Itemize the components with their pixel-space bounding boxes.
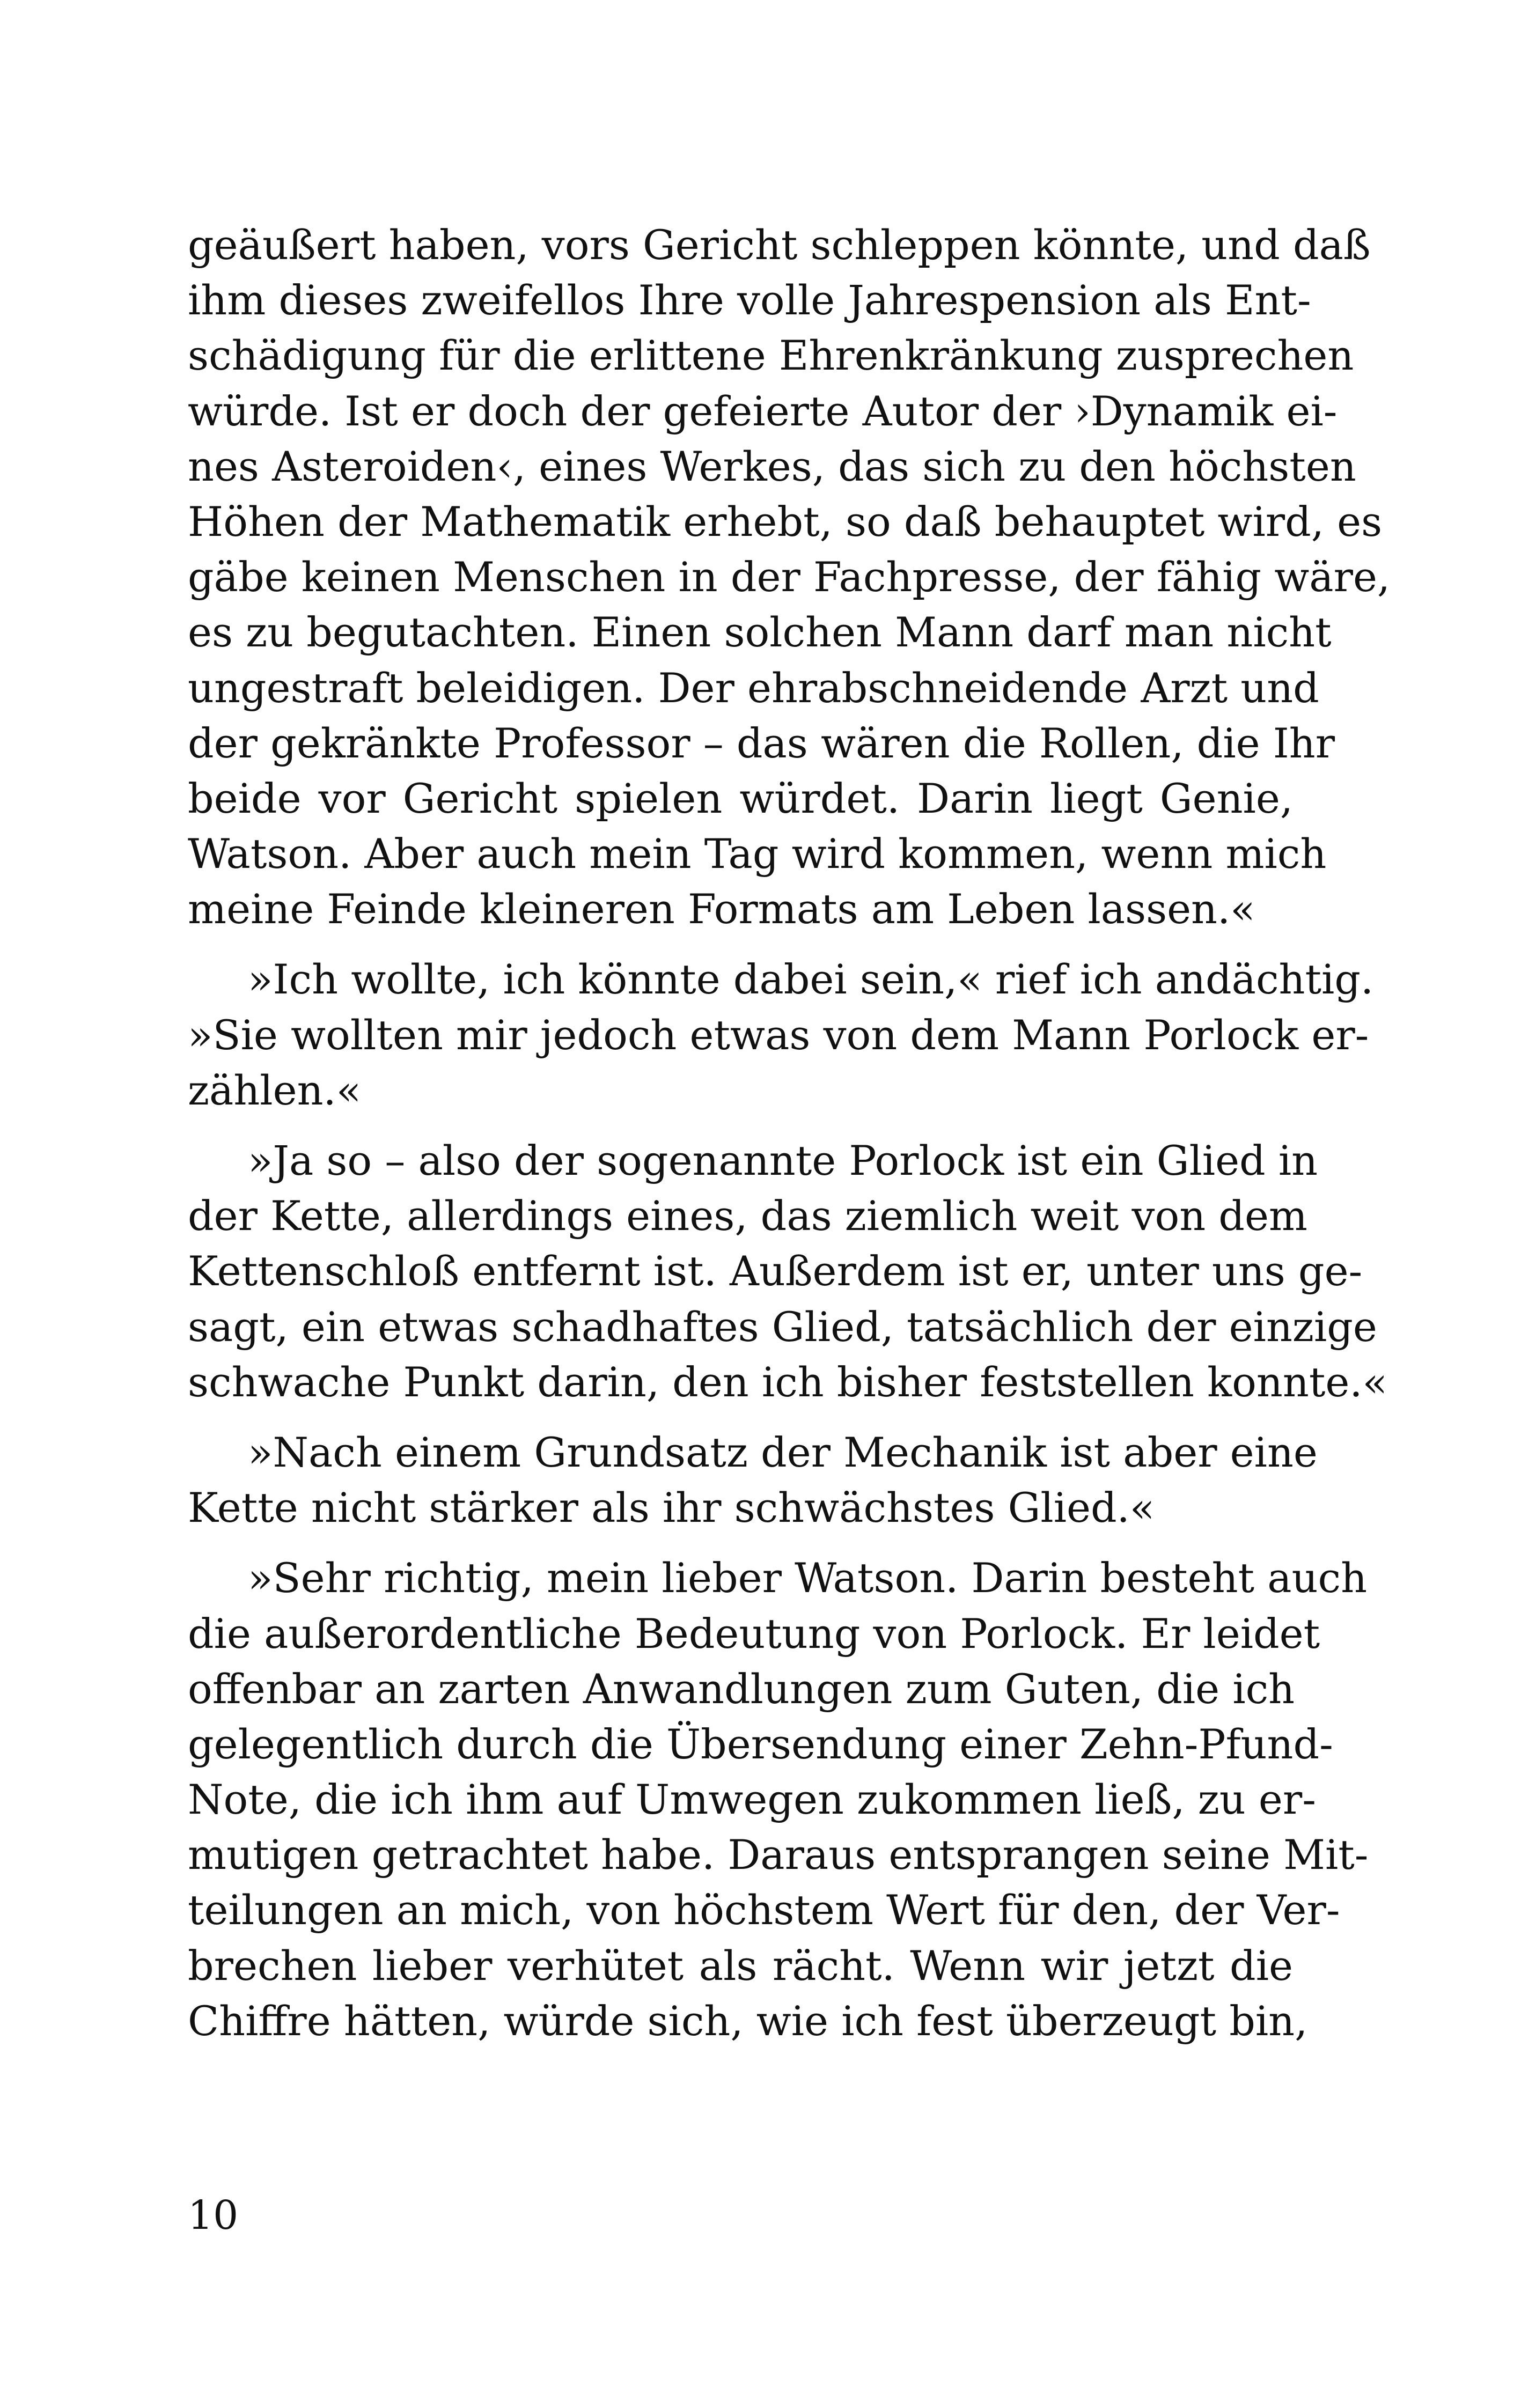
text-line: geäußert haben, vors Gericht schleppen könnte, und daß	[188, 221, 1371, 269]
text-line: teilungen an mich, von höchstem Wert für den, der Ver-	[188, 1886, 1340, 1934]
text-line: der gekränkte Professor – das wären die Rollen, die Ihr	[188, 719, 1335, 767]
text-line: »Sie wollten mir jedoch etwas von dem Mann Porlock er-	[188, 1011, 1369, 1059]
text-line: ihm dieses zweifellos Ihre volle Jahrespension als Ent-	[188, 276, 1311, 325]
text-line: der Kette, allerdings eines, das ziemlich weit von dem	[188, 1192, 1307, 1240]
text-line: brechen lieber verhütet als rächt. Wenn wir jetzt die	[188, 1941, 1293, 1990]
text-line: Watson. Aber auch mein Tag wird kommen, wenn mich	[188, 830, 1327, 878]
paragraph-1	[188, 217, 1391, 937]
text-line: »Sehr richtig, mein lieber Watson. Darin besteht auch	[248, 1554, 1368, 1602]
paragraph-2	[188, 952, 1374, 1118]
text-line: schwache Punkt darin, den ich bisher feststellen konnte.«	[188, 1358, 1387, 1406]
text-line: Kette nicht stärker als ihr schwächstes Glied.«	[188, 1484, 1155, 1532]
text-line: meine Feinde kleineren Formats am Leben lassen.«	[188, 885, 1255, 933]
text-line: »Ich wollte, ich könnte dabei sein,« rief ich andächtig.	[248, 955, 1374, 1004]
text-line: Kettenschloß entfernt ist. Außerdem ist er, unter uns ge-	[188, 1247, 1363, 1295]
text-line: würde. Ist er doch der gefeierte Autor der ›Dynamik ei-	[188, 387, 1338, 435]
text-line: offenbar an zarten Anwandlungen zum Guten, die ich	[188, 1665, 1295, 1713]
body-text	[188, 217, 1391, 2049]
text-line: »Nach einem Grundsatz der Mechanik ist aber eine	[248, 1428, 1318, 1476]
text-line: Note, die ich ihm auf Umwegen zukommen ließ, zu er-	[188, 1776, 1316, 1824]
page-number: 10	[188, 2192, 239, 2238]
paragraph-3	[188, 1133, 1387, 1410]
text-line: ungestraft beleidigen. Der ehrabschneidende Arzt und	[188, 664, 1319, 712]
text-line: Chiffre hätten, würde sich, wie ich fest überzeugt bin,	[188, 1997, 1308, 2045]
paragraph-5	[188, 1550, 1369, 2049]
text-line: nes Asteroiden‹, eines Werkes, das sich zu den höchsten	[188, 442, 1356, 490]
text-line: schädigung für die erlittene Ehrenkränkung zusprechen	[188, 332, 1354, 380]
text-line: gelegentlich durch die Übersendung einer Zehn-Pfund-	[188, 1720, 1333, 1768]
text-line: es zu begutachten. Einen solchen Mann darf man nicht	[188, 608, 1332, 657]
text-line: beide vor Gericht spielen würdet. Darin liegt Genie,	[188, 774, 1293, 822]
text-line: »Ja so – also der sogenannte Porlock ist ein Glied in	[248, 1137, 1318, 1184]
text-line: zählen.«	[188, 1066, 362, 1114]
text-line: mutigen getrachtet habe. Daraus entsprangen seine Mit-	[188, 1831, 1369, 1879]
text-line: Höhen der Mathematik erhebt, so daß behauptet wird, es	[188, 497, 1383, 546]
text-line: gäbe keinen Menschen in der Fachpresse, der fähig wäre,	[188, 553, 1391, 601]
text-line: die außerordentliche Bedeutung von Porlock. Er leidet	[188, 1609, 1320, 1658]
text-line: sagt, ein etwas schadhaftes Glied, tatsächlich der einzige	[188, 1302, 1377, 1351]
paragraph-4	[188, 1425, 1318, 1535]
